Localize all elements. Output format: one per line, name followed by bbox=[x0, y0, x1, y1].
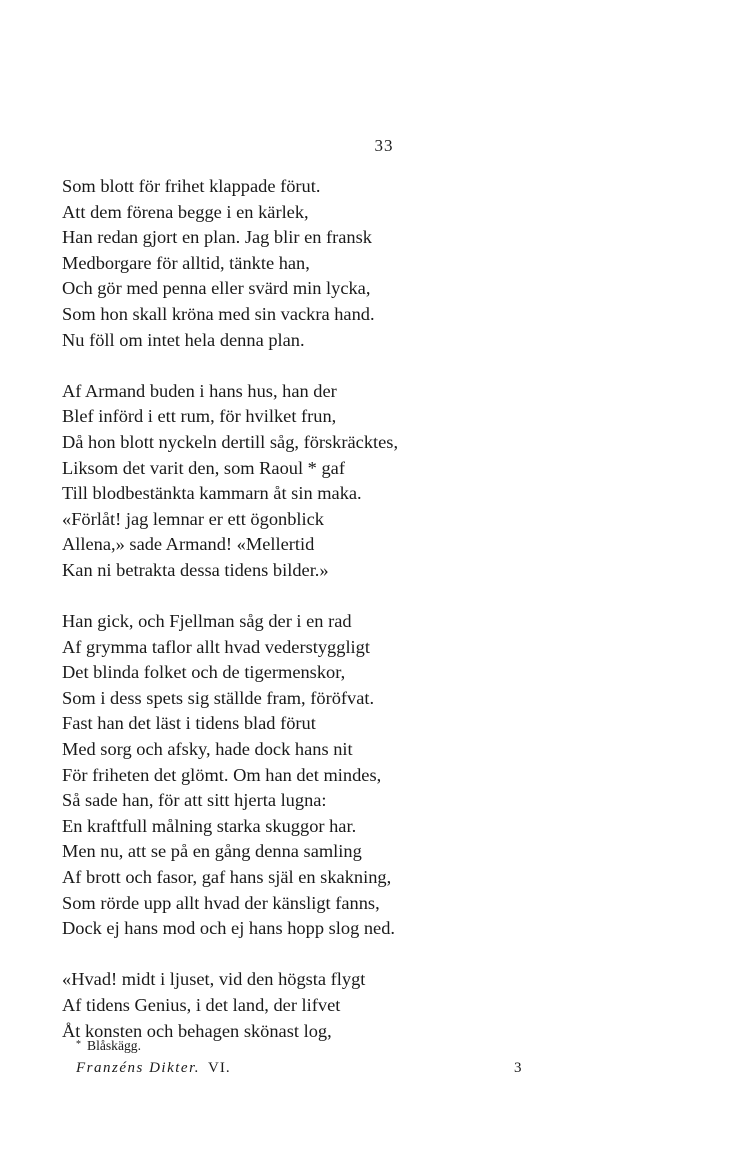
footnote-text: Blåskägg. bbox=[87, 1038, 141, 1053]
verse-line: Han gick, och Fjellman såg der i en rad bbox=[62, 611, 352, 632]
verse-line: Af tidens Genius, i det land, der lifvet bbox=[62, 995, 341, 1015]
verse-line: Blef införd i ett rum, för hvilket frun, bbox=[62, 406, 337, 427]
stanza-2 bbox=[62, 379, 482, 584]
verse-line: Som i dess spets sig ställde fram, föröfvat. bbox=[62, 687, 375, 708]
stanza-4 bbox=[62, 967, 482, 1044]
verse-line: Så sade han, för att sitt hjerta lugna: bbox=[62, 790, 327, 811]
verse-line: Af Armand buden i hans hus, han der bbox=[62, 380, 337, 401]
footnote bbox=[76, 1036, 141, 1055]
verse-line: Af grymma taflor allt hvad vederstyggligt bbox=[62, 636, 370, 657]
footnote-marker: * bbox=[76, 1039, 81, 1050]
signature-volume: VI. bbox=[208, 1060, 231, 1076]
verse-line: För friheten det glömt. Om han det mindes, bbox=[62, 764, 382, 785]
signature-line bbox=[76, 1060, 231, 1077]
page-number: 33 bbox=[374, 136, 394, 155]
verse-line: Han redan gjort en plan. Jag blir en fransk bbox=[62, 227, 372, 248]
verse-line: Kan ni betrakta dessa tidens bilder.» bbox=[62, 559, 329, 580]
verse-line: Allena,» sade Armand! «Mellertid bbox=[62, 534, 315, 555]
verse-line: Fast han det läst i tidens blad förut bbox=[62, 713, 316, 734]
stanza-1 bbox=[62, 174, 482, 353]
stanza-3 bbox=[62, 609, 482, 942]
verse-line: Som hon skall kröna med sin vackra hand. bbox=[62, 303, 375, 324]
verse-line: Liksom det varit den, som Raoul * gaf bbox=[62, 457, 345, 478]
verse-line: Det blinda folket och de tigermenskor, bbox=[62, 662, 346, 683]
verse-line: Och gör med penna eller svärd min lycka, bbox=[62, 278, 371, 299]
verse-line: Nu föll om intet hela denna plan. bbox=[62, 329, 305, 350]
verse-line: Att dem förena begge i en kärlek, bbox=[62, 201, 309, 222]
verse-line: Som blott för frihet klappade förut. bbox=[62, 176, 321, 196]
verse-line: En kraftfull målning starka skuggor har. bbox=[62, 815, 357, 836]
verse-line: Medborgare för alltid, tänkte han, bbox=[62, 252, 310, 273]
verse-line: Då hon blott nyckeln dertill såg, förskräcktes, bbox=[62, 431, 399, 452]
verse-line: Som rörde upp allt hvad der känsligt fanns, bbox=[62, 892, 380, 913]
verse-line: Åt konsten och behagen skönast log, bbox=[62, 1020, 332, 1041]
verse-line: «Förlåt! jag lemnar er ett ögonblick bbox=[62, 508, 324, 529]
verse-line: Dock ej hans mod och ej hans hopp slog ned. bbox=[62, 918, 396, 939]
verse-line: Med sorg och afsky, hade dock hans nit bbox=[62, 739, 353, 760]
verse-line: Men nu, att se på en gång denna samling bbox=[62, 841, 362, 862]
signature-title: Franzéns Dikter. bbox=[76, 1060, 200, 1076]
sheet-number: 3 bbox=[514, 1060, 522, 1076]
poem-body bbox=[62, 174, 482, 1070]
verse-line: «Hvad! midt i ljuset, vid den högsta flygt bbox=[62, 969, 366, 990]
verse-line: Till blodbestänkta kammarn åt sin maka. bbox=[62, 483, 362, 504]
verse-line: Af brott och fasor, gaf hans själ en skakning, bbox=[62, 867, 392, 888]
